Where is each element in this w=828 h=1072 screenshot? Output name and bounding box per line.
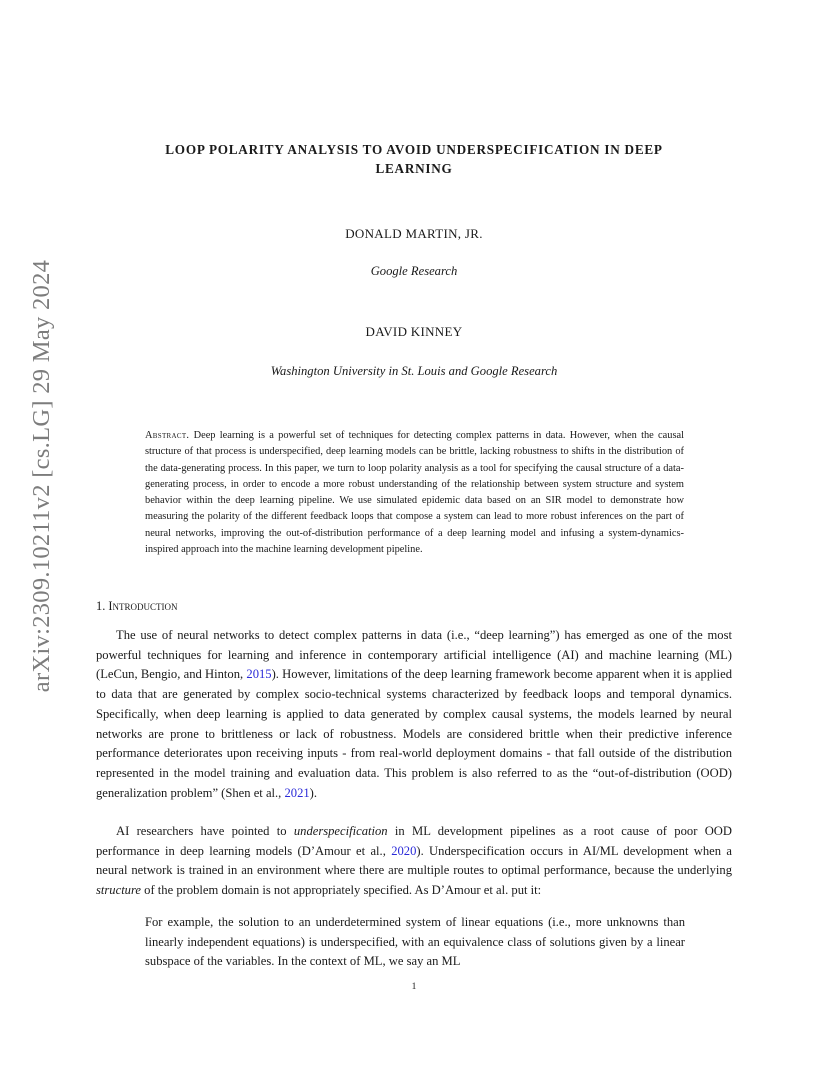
author-affiliation-2: Washington University in St. Louis and Google Research bbox=[270, 364, 558, 378]
section-title: Introduction bbox=[108, 599, 178, 613]
citation-link[interactable]: 2015 bbox=[246, 667, 272, 682]
title-line-1: LOOP POLARITY ANALYSIS TO AVOID UNDERSPECIFICATION IN DEEP bbox=[165, 142, 663, 157]
section-number: 1. bbox=[96, 599, 106, 613]
citation-link[interactable]: 2020 bbox=[391, 843, 417, 858]
author-affiliation-1: Google Research bbox=[370, 264, 458, 278]
intro-paragraph-1 bbox=[96, 626, 732, 803]
paper-title bbox=[96, 140, 732, 178]
paragraph-text: in ML development pipelines as a root cause of poor OOD performance in deep learning models (D’Amour et al., bbox=[96, 824, 732, 858]
section-heading bbox=[96, 599, 178, 614]
intro-paragraph-2 bbox=[96, 822, 732, 901]
citation-link[interactable]: 2021 bbox=[284, 785, 310, 800]
author-name-1: DONALD MARTIN, JR. bbox=[345, 226, 483, 241]
paragraph-text: AI researchers have pointed to bbox=[116, 824, 294, 838]
abstract bbox=[145, 428, 684, 558]
emphasis-text: structure bbox=[96, 883, 142, 898]
title-line-2: LEARNING bbox=[375, 161, 453, 176]
author-name-2: DAVID KINNEY bbox=[365, 324, 463, 339]
page-number: 1 bbox=[411, 982, 417, 992]
abstract-text: Deep learning is a powerful set of techniques for detecting complex patterns in data. However, when the causal structure of that process is underspecified, deep learning models can be brittle, lacking robustness to shifts in the distribution of the data-generating process. In this paper, we turn to loop polarity analysis as a tool for specifying the causal structure of a data-generating process, in order to encode a more robust understanding of the relationship between system structure and system behavior within the deep learning pipeline. We use simulated epidemic data based on an SIR model to demonstrate how measuring the polarity of the different feedback loops that compose a system can lead to more robust inferences on the part of neural networks, improving the out-of-distribution performance of a deep learning model and infusing a system-dynamics-inspired approach into the machine learning development pipeline. bbox=[145, 430, 684, 556]
paragraph-text: ). bbox=[309, 785, 318, 800]
paragraph-text: of the problem domain is not appropriately specified. As D’Amour et al. put it: bbox=[141, 883, 542, 898]
abstract-heading: Abstract. bbox=[145, 430, 190, 441]
arxiv-sidebar bbox=[24, 259, 60, 693]
paragraph-text: ). Underspecification occurs in AI/ML development when a neural network is trained in an environment where there are multiple routes to optimal performance, because the underlying bbox=[96, 843, 732, 878]
arxiv-identifier: arXiv:2309.10211v2 [cs.LG] 29 May 2024 bbox=[28, 259, 55, 693]
emphasis-text: underspecification bbox=[293, 824, 388, 838]
paragraph-text: ). However, limitations of the deep learning framework become apparent when it is applied to data that are generated by complex socio-technical systems characterized by feedback loops and temporal dynamics. Specifically, when deep learning is applied to data generated by complex causal systems, the models learned by neural networks are prone to brittleness or lack of robustness. Models are considered brittle when their predictive inference performance deteriorates upon receiving inputs - from real-world deployment domains - that fall outside of the distribution represented in the model training and evaluation data. This problem is also referred to as the “out-of-distribution (OOD) generalization problem” (Shen et al., bbox=[96, 667, 732, 800]
paragraph-text: The use of neural networks to detect complex patterns in data (i.e., “deep learning”) has emerged as one of the most powerful techniques for learning and inference in contemporary artificial intelligence (AI) and machine learning (ML) (LeCun, Bengio, and Hinton, bbox=[96, 628, 732, 682]
block-quote: For example, the solution to an underdetermined system of linear equations (i.e., more unknowns than linearly independent equations) is underspecified, with an equivalence class of solutions given by a linear subspace of the variables. In the context of ML, we say an ML bbox=[145, 915, 685, 969]
